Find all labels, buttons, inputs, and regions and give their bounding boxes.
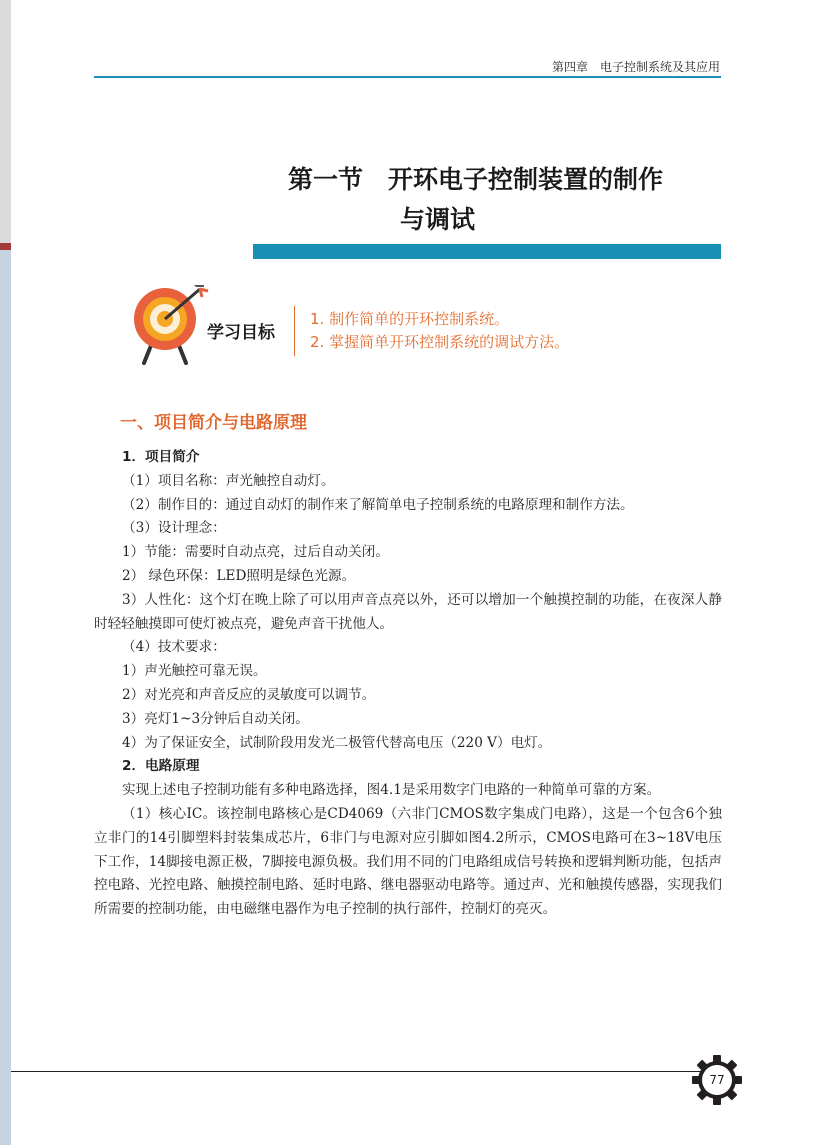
header-rule	[94, 76, 721, 78]
side-stripe-red	[0, 243, 11, 250]
paragraph: （4）技术要求：	[122, 639, 226, 656]
section-title-line2: 与调试	[400, 205, 476, 234]
running-head: 第四章 电子控制系统及其应用	[551, 60, 720, 74]
paragraph: 2） 绿色环保：LED照明是绿色光源。	[122, 567, 356, 584]
paragraph: 1）节能：需要时自动点亮，过后自动关闭。	[122, 544, 389, 561]
paragraph: （1）核心IC。该控制电路核心是CD4069（六非门CMOS数字集成门电路），这是一个包含6个独立非门的14引脚塑料封装集成芯片，6非门与电源对应引脚如图4.2所示，CMOS电路可在3~18V电压下工作，14脚接电源正极，7脚接电源负极。我们用不同的门电路组成信号转换和逻辑判断功能，包括声控电路、光控电路、触摸控制电路、延时电路、继电器驱动电路等。通过声、光和触摸传感器，实现我们所需要的控制功能，由电磁继电器作为电子控制的执行部件，控制灯的亮灭。	[94, 805, 722, 918]
objective-item: 1. 制作简单的开环控制系统。	[310, 310, 510, 328]
page-number: 77	[709, 1073, 725, 1087]
subheading: 1．项目简介	[122, 449, 200, 465]
title-bar	[253, 244, 721, 259]
paragraph: 3）亮灯1~3分钟后自动关闭。	[122, 710, 309, 727]
subheading: 2．电路原理	[122, 758, 200, 775]
objectives-list	[310, 308, 569, 354]
body-text	[94, 446, 722, 922]
section-heading: 一、项目简介与电路原理	[120, 413, 307, 433]
objective-item: 2. 掌握简单开环控制系统的调试方法。	[310, 333, 570, 351]
paragraph: 1）声光触控可靠无误。	[122, 663, 267, 680]
paragraph: （2）制作目的：通过自动灯的制作来了解简单电子控制系统的电路原理和制作方法。	[122, 496, 634, 513]
side-stripe-blue	[0, 250, 11, 1145]
footer-rule	[11, 1071, 706, 1072]
paragraph: 实现上述电子控制功能有多种电路选择，图4.1是采用数字门电路的一种简单可靠的方案。	[122, 782, 661, 799]
paragraph: 2）对光亮和声音反应的灵敏度可以调节。	[122, 686, 376, 703]
objectives-label: 学习目标	[207, 323, 275, 343]
paragraph: 4）为了保证安全，试制阶段用发光二极管代替高电压（220 V）电灯。	[122, 734, 552, 751]
target-icon	[128, 283, 210, 365]
section-title	[288, 160, 728, 240]
section-title-line1: 第一节 开环电子控制装置的制作	[288, 165, 664, 194]
objectives-divider	[294, 306, 295, 356]
paragraph: （1）项目名称：声光触控自动灯。	[122, 472, 335, 489]
side-stripe-grey	[0, 0, 11, 248]
paragraph: 3）人性化：这个灯在晚上除了可以用声音点亮以外，还可以增加一个触摸控制的功能，在夜深人静时轻轻触摸即可使灯被点亮，避免声音干扰他人。	[94, 591, 722, 632]
paragraph: （3）设计理念：	[122, 520, 226, 537]
